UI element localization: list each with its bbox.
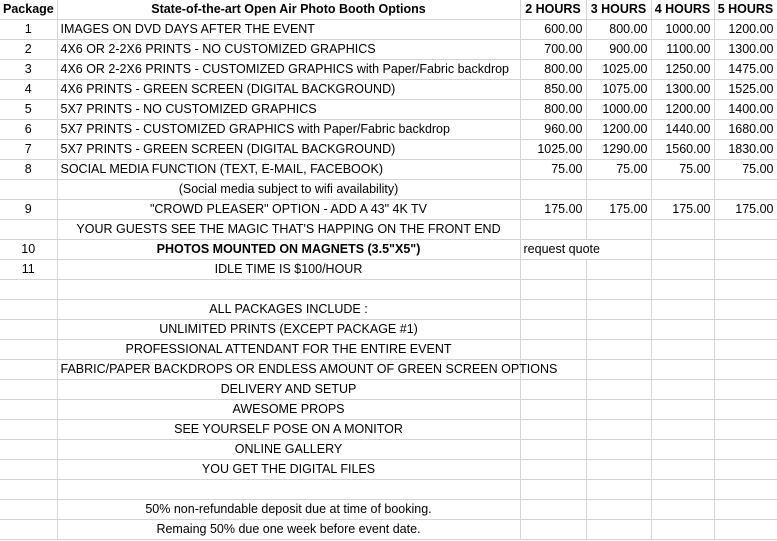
table-row <box>0 100 777 120</box>
package-description[interactable]: IMAGES ON DVD DAYS AFTER THE EVENT <box>57 20 520 40</box>
price-4-hours[interactable]: 175.00 <box>651 200 714 220</box>
empty-cell[interactable] <box>0 300 57 320</box>
empty-cell[interactable] <box>586 340 651 360</box>
price-2-hours[interactable]: 800.00 <box>520 100 586 120</box>
package-description[interactable]: 5X7 PRINTS - NO CUSTOMIZED GRAPHICS <box>57 100 520 120</box>
price-5-hours[interactable]: 1680.00 <box>714 120 777 140</box>
empty-cell[interactable] <box>651 360 714 380</box>
price-2-hours[interactable]: 800.00 <box>520 60 586 80</box>
empty-cell[interactable] <box>520 480 586 500</box>
price-5-hours[interactable]: 1200.00 <box>714 20 777 40</box>
table-row <box>0 220 777 240</box>
empty-cell[interactable] <box>714 300 777 320</box>
empty-cell[interactable] <box>586 400 651 420</box>
package-number[interactable]: 8 <box>0 160 57 180</box>
empty-cell[interactable] <box>714 280 777 300</box>
empty-cell[interactable] <box>0 380 57 400</box>
empty-cell[interactable] <box>651 280 714 300</box>
empty-cell[interactable] <box>520 520 586 540</box>
price-4-hours[interactable]: 1000.00 <box>651 20 714 40</box>
price-4-hours[interactable]: 75.00 <box>651 160 714 180</box>
price-4-hours[interactable]: 1440.00 <box>651 120 714 140</box>
header-2-hours[interactable]: 2 HOURS <box>520 0 586 20</box>
empty-cell[interactable] <box>651 500 714 520</box>
empty-cell[interactable] <box>0 280 57 300</box>
empty-cell[interactable] <box>0 360 57 380</box>
package-number[interactable]: 6 <box>0 120 57 140</box>
empty-cell[interactable] <box>714 320 777 340</box>
table-row <box>0 460 777 480</box>
empty-cell[interactable] <box>714 520 777 540</box>
price-5-hours[interactable]: 1300.00 <box>714 40 777 60</box>
table-row <box>0 280 777 300</box>
table-row <box>0 520 777 540</box>
empty-cell[interactable] <box>0 420 57 440</box>
package-number[interactable]: 4 <box>0 80 57 100</box>
price-4-hours[interactable]: 1100.00 <box>651 40 714 60</box>
empty-cell[interactable] <box>520 440 586 460</box>
package-number[interactable]: 9 <box>0 200 57 220</box>
header-row <box>0 0 777 20</box>
table-row <box>0 80 777 100</box>
table-row <box>0 300 777 320</box>
price-5-hours[interactable]: 1475.00 <box>714 60 777 80</box>
price-2-hours[interactable]: 700.00 <box>520 40 586 60</box>
empty-cell[interactable] <box>520 320 586 340</box>
empty-cell[interactable] <box>714 220 777 240</box>
package-number[interactable]: 1 <box>0 20 57 40</box>
header-4-hours[interactable]: 4 HOURS <box>651 0 714 20</box>
empty-cell[interactable] <box>520 340 586 360</box>
includes-item[interactable]: ONLINE GALLERY <box>57 440 520 460</box>
price-3-hours[interactable]: 1025.00 <box>586 60 651 80</box>
package-description[interactable]: IDLE TIME IS $100/HOUR <box>57 260 520 280</box>
table-row <box>0 60 777 80</box>
price-5-hours[interactable]: 1525.00 <box>714 80 777 100</box>
package-description[interactable]: 4X6 PRINTS - GREEN SCREEN (DIGITAL BACKGROUND) <box>57 80 520 100</box>
package-number[interactable]: 2 <box>0 40 57 60</box>
empty-cell[interactable] <box>520 500 586 520</box>
empty-cell[interactable] <box>586 220 651 240</box>
empty-cell[interactable] <box>0 220 57 240</box>
empty-cell[interactable] <box>520 460 586 480</box>
guests-note[interactable]: YOUR GUESTS SEE THE MAGIC THAT'S HAPPING ON THE FRONT END <box>57 220 520 240</box>
empty-cell[interactable] <box>520 300 586 320</box>
empty-cell[interactable] <box>651 180 714 200</box>
empty-cell[interactable] <box>714 420 777 440</box>
header-options[interactable]: State-of-the-art Open Air Photo Booth Options <box>57 0 520 20</box>
empty-cell[interactable] <box>651 460 714 480</box>
empty-cell[interactable] <box>0 440 57 460</box>
table-row <box>0 500 777 520</box>
empty-cell[interactable] <box>714 480 777 500</box>
price-2-hours[interactable]: 600.00 <box>520 20 586 40</box>
empty-cell[interactable] <box>0 180 57 200</box>
package-description[interactable]: 4X6 OR 2-2X6 PRINTS - CUSTOMIZED GRAPHICS with Paper/Fabric backdrop <box>57 60 520 80</box>
price-3-hours[interactable]: 175.00 <box>586 200 651 220</box>
empty-cell[interactable] <box>714 340 777 360</box>
deposit-line-2[interactable]: Remaing 50% due one week before event date. <box>57 520 520 540</box>
price-2-hours[interactable]: 960.00 <box>520 120 586 140</box>
package-number[interactable]: 7 <box>0 140 57 160</box>
table-row <box>0 20 777 40</box>
table-row <box>0 200 777 220</box>
table-row <box>0 480 777 500</box>
table-row <box>0 420 777 440</box>
empty-cell[interactable] <box>586 260 651 280</box>
empty-cell[interactable] <box>520 380 586 400</box>
price-4-hours[interactable]: 1250.00 <box>651 60 714 80</box>
empty-cell[interactable] <box>714 440 777 460</box>
table-row <box>0 180 777 200</box>
deposit-line-1[interactable]: 50% non-refundable deposit due at time of booking. <box>57 500 520 520</box>
price-3-hours[interactable]: 75.00 <box>586 160 651 180</box>
price-5-hours[interactable]: 1830.00 <box>714 140 777 160</box>
empty-cell[interactable] <box>651 340 714 360</box>
empty-cell[interactable] <box>651 400 714 420</box>
empty-cell[interactable] <box>520 280 586 300</box>
price-4-hours[interactable]: 1300.00 <box>651 80 714 100</box>
empty-cell[interactable] <box>714 460 777 480</box>
includes-item[interactable]: SEE YOURSELF POSE ON A MONITOR <box>57 420 520 440</box>
empty-cell[interactable] <box>586 460 651 480</box>
includes-item[interactable]: FABRIC/PAPER BACKDROPS OR ENDLESS AMOUNT OF GREEN SCREEN OPTIONS <box>57 360 520 380</box>
empty-cell[interactable] <box>0 500 57 520</box>
price-5-hours[interactable]: 175.00 <box>714 200 777 220</box>
empty-cell[interactable] <box>586 280 651 300</box>
package-description[interactable]: 5X7 PRINTS - GREEN SCREEN (DIGITAL BACKGROUND) <box>57 140 520 160</box>
price-3-hours[interactable]: 900.00 <box>586 40 651 60</box>
price-3-hours[interactable]: 1290.00 <box>586 140 651 160</box>
package-description[interactable]: "CROWD PLEASER" OPTION - ADD A 43" 4K TV <box>57 200 520 220</box>
empty-cell[interactable] <box>586 480 651 500</box>
empty-cell[interactable] <box>651 240 714 260</box>
table-row <box>0 160 777 180</box>
empty-cell[interactable] <box>520 400 586 420</box>
includes-item[interactable]: UNLIMITED PRINTS (EXCEPT PACKAGE #1) <box>57 320 520 340</box>
empty-cell[interactable] <box>651 220 714 240</box>
empty-cell[interactable] <box>57 480 520 500</box>
empty-cell[interactable] <box>586 360 651 380</box>
includes-item[interactable]: PROFESSIONAL ATTENDANT FOR THE ENTIRE EVENT <box>57 340 520 360</box>
empty-cell[interactable] <box>520 260 586 280</box>
package-number[interactable]: 10 <box>0 240 57 260</box>
table-row <box>0 240 777 260</box>
includes-item[interactable]: YOU GET THE DIGITAL FILES <box>57 460 520 480</box>
empty-cell[interactable] <box>57 280 520 300</box>
table-row <box>0 320 777 340</box>
includes-item[interactable]: DELIVERY AND SETUP <box>57 380 520 400</box>
table-row <box>0 400 777 420</box>
empty-cell[interactable] <box>520 180 586 200</box>
price-2-hours[interactable]: 850.00 <box>520 80 586 100</box>
empty-cell[interactable] <box>0 340 57 360</box>
empty-cell[interactable] <box>714 240 777 260</box>
empty-cell[interactable] <box>714 180 777 200</box>
empty-cell[interactable] <box>586 380 651 400</box>
empty-cell[interactable] <box>0 480 57 500</box>
social-media-note[interactable]: (Social media subject to wifi availability) <box>57 180 520 200</box>
price-3-hours[interactable]: 1075.00 <box>586 80 651 100</box>
price-5-hours[interactable]: 75.00 <box>714 160 777 180</box>
price-4-hours[interactable]: 1560.00 <box>651 140 714 160</box>
includes-title[interactable]: ALL PACKAGES INCLUDE : <box>57 300 520 320</box>
package-description[interactable]: 4X6 OR 2-2X6 PRINTS - NO CUSTOMIZED GRAPHICS <box>57 40 520 60</box>
package-number[interactable]: 5 <box>0 100 57 120</box>
table-row <box>0 140 777 160</box>
price-2-hours[interactable]: 175.00 <box>520 200 586 220</box>
empty-cell[interactable] <box>0 460 57 480</box>
price-3-hours[interactable]: 1000.00 <box>586 100 651 120</box>
empty-cell[interactable] <box>714 260 777 280</box>
empty-cell[interactable] <box>586 520 651 540</box>
empty-cell[interactable] <box>714 380 777 400</box>
table-row <box>0 340 777 360</box>
table-row <box>0 440 777 460</box>
empty-cell[interactable] <box>651 300 714 320</box>
package-number[interactable]: 11 <box>0 260 57 280</box>
price-3-hours[interactable]: 800.00 <box>586 20 651 40</box>
package-description[interactable]: 5X7 PRINTS - CUSTOMIZED GRAPHICS with Paper/Fabric backdrop <box>57 120 520 140</box>
empty-cell[interactable] <box>586 320 651 340</box>
includes-item[interactable]: AWESOME PROPS <box>57 400 520 420</box>
empty-cell[interactable] <box>651 260 714 280</box>
package-description[interactable]: PHOTOS MOUNTED ON MAGNETS (3.5"X5") <box>57 240 520 260</box>
empty-cell[interactable] <box>651 420 714 440</box>
empty-cell[interactable] <box>586 300 651 320</box>
price-4-hours[interactable]: 1200.00 <box>651 100 714 120</box>
table-row <box>0 260 777 280</box>
empty-cell[interactable] <box>586 500 651 520</box>
header-3-hours[interactable]: 3 HOURS <box>586 0 651 20</box>
empty-cell[interactable] <box>520 420 586 440</box>
empty-cell[interactable] <box>714 400 777 420</box>
price-2-hours[interactable]: 1025.00 <box>520 140 586 160</box>
empty-cell[interactable] <box>586 180 651 200</box>
empty-cell[interactable] <box>586 440 651 460</box>
empty-cell[interactable] <box>651 480 714 500</box>
empty-cell[interactable] <box>651 320 714 340</box>
package-description[interactable]: SOCIAL MEDIA FUNCTION (TEXT, E-MAIL, FACEBOOK) <box>57 160 520 180</box>
empty-cell[interactable] <box>651 440 714 460</box>
header-package[interactable]: Package <box>0 0 57 20</box>
empty-cell[interactable] <box>651 380 714 400</box>
header-5-hours[interactable]: 5 HOURS <box>714 0 777 20</box>
empty-cell[interactable] <box>0 520 57 540</box>
empty-cell[interactable] <box>586 420 651 440</box>
table-row <box>0 380 777 400</box>
request-quote[interactable]: request quote <box>520 240 651 260</box>
empty-cell[interactable] <box>520 220 586 240</box>
empty-cell[interactable] <box>0 320 57 340</box>
empty-cell[interactable] <box>714 360 777 380</box>
table-row <box>0 360 777 380</box>
price-3-hours[interactable]: 1200.00 <box>586 120 651 140</box>
table-row <box>0 120 777 140</box>
price-2-hours[interactable]: 75.00 <box>520 160 586 180</box>
empty-cell[interactable] <box>714 500 777 520</box>
empty-cell[interactable] <box>0 400 57 420</box>
price-5-hours[interactable]: 1400.00 <box>714 100 777 120</box>
table-row <box>0 40 777 60</box>
empty-cell[interactable] <box>651 520 714 540</box>
package-number[interactable]: 3 <box>0 60 57 80</box>
